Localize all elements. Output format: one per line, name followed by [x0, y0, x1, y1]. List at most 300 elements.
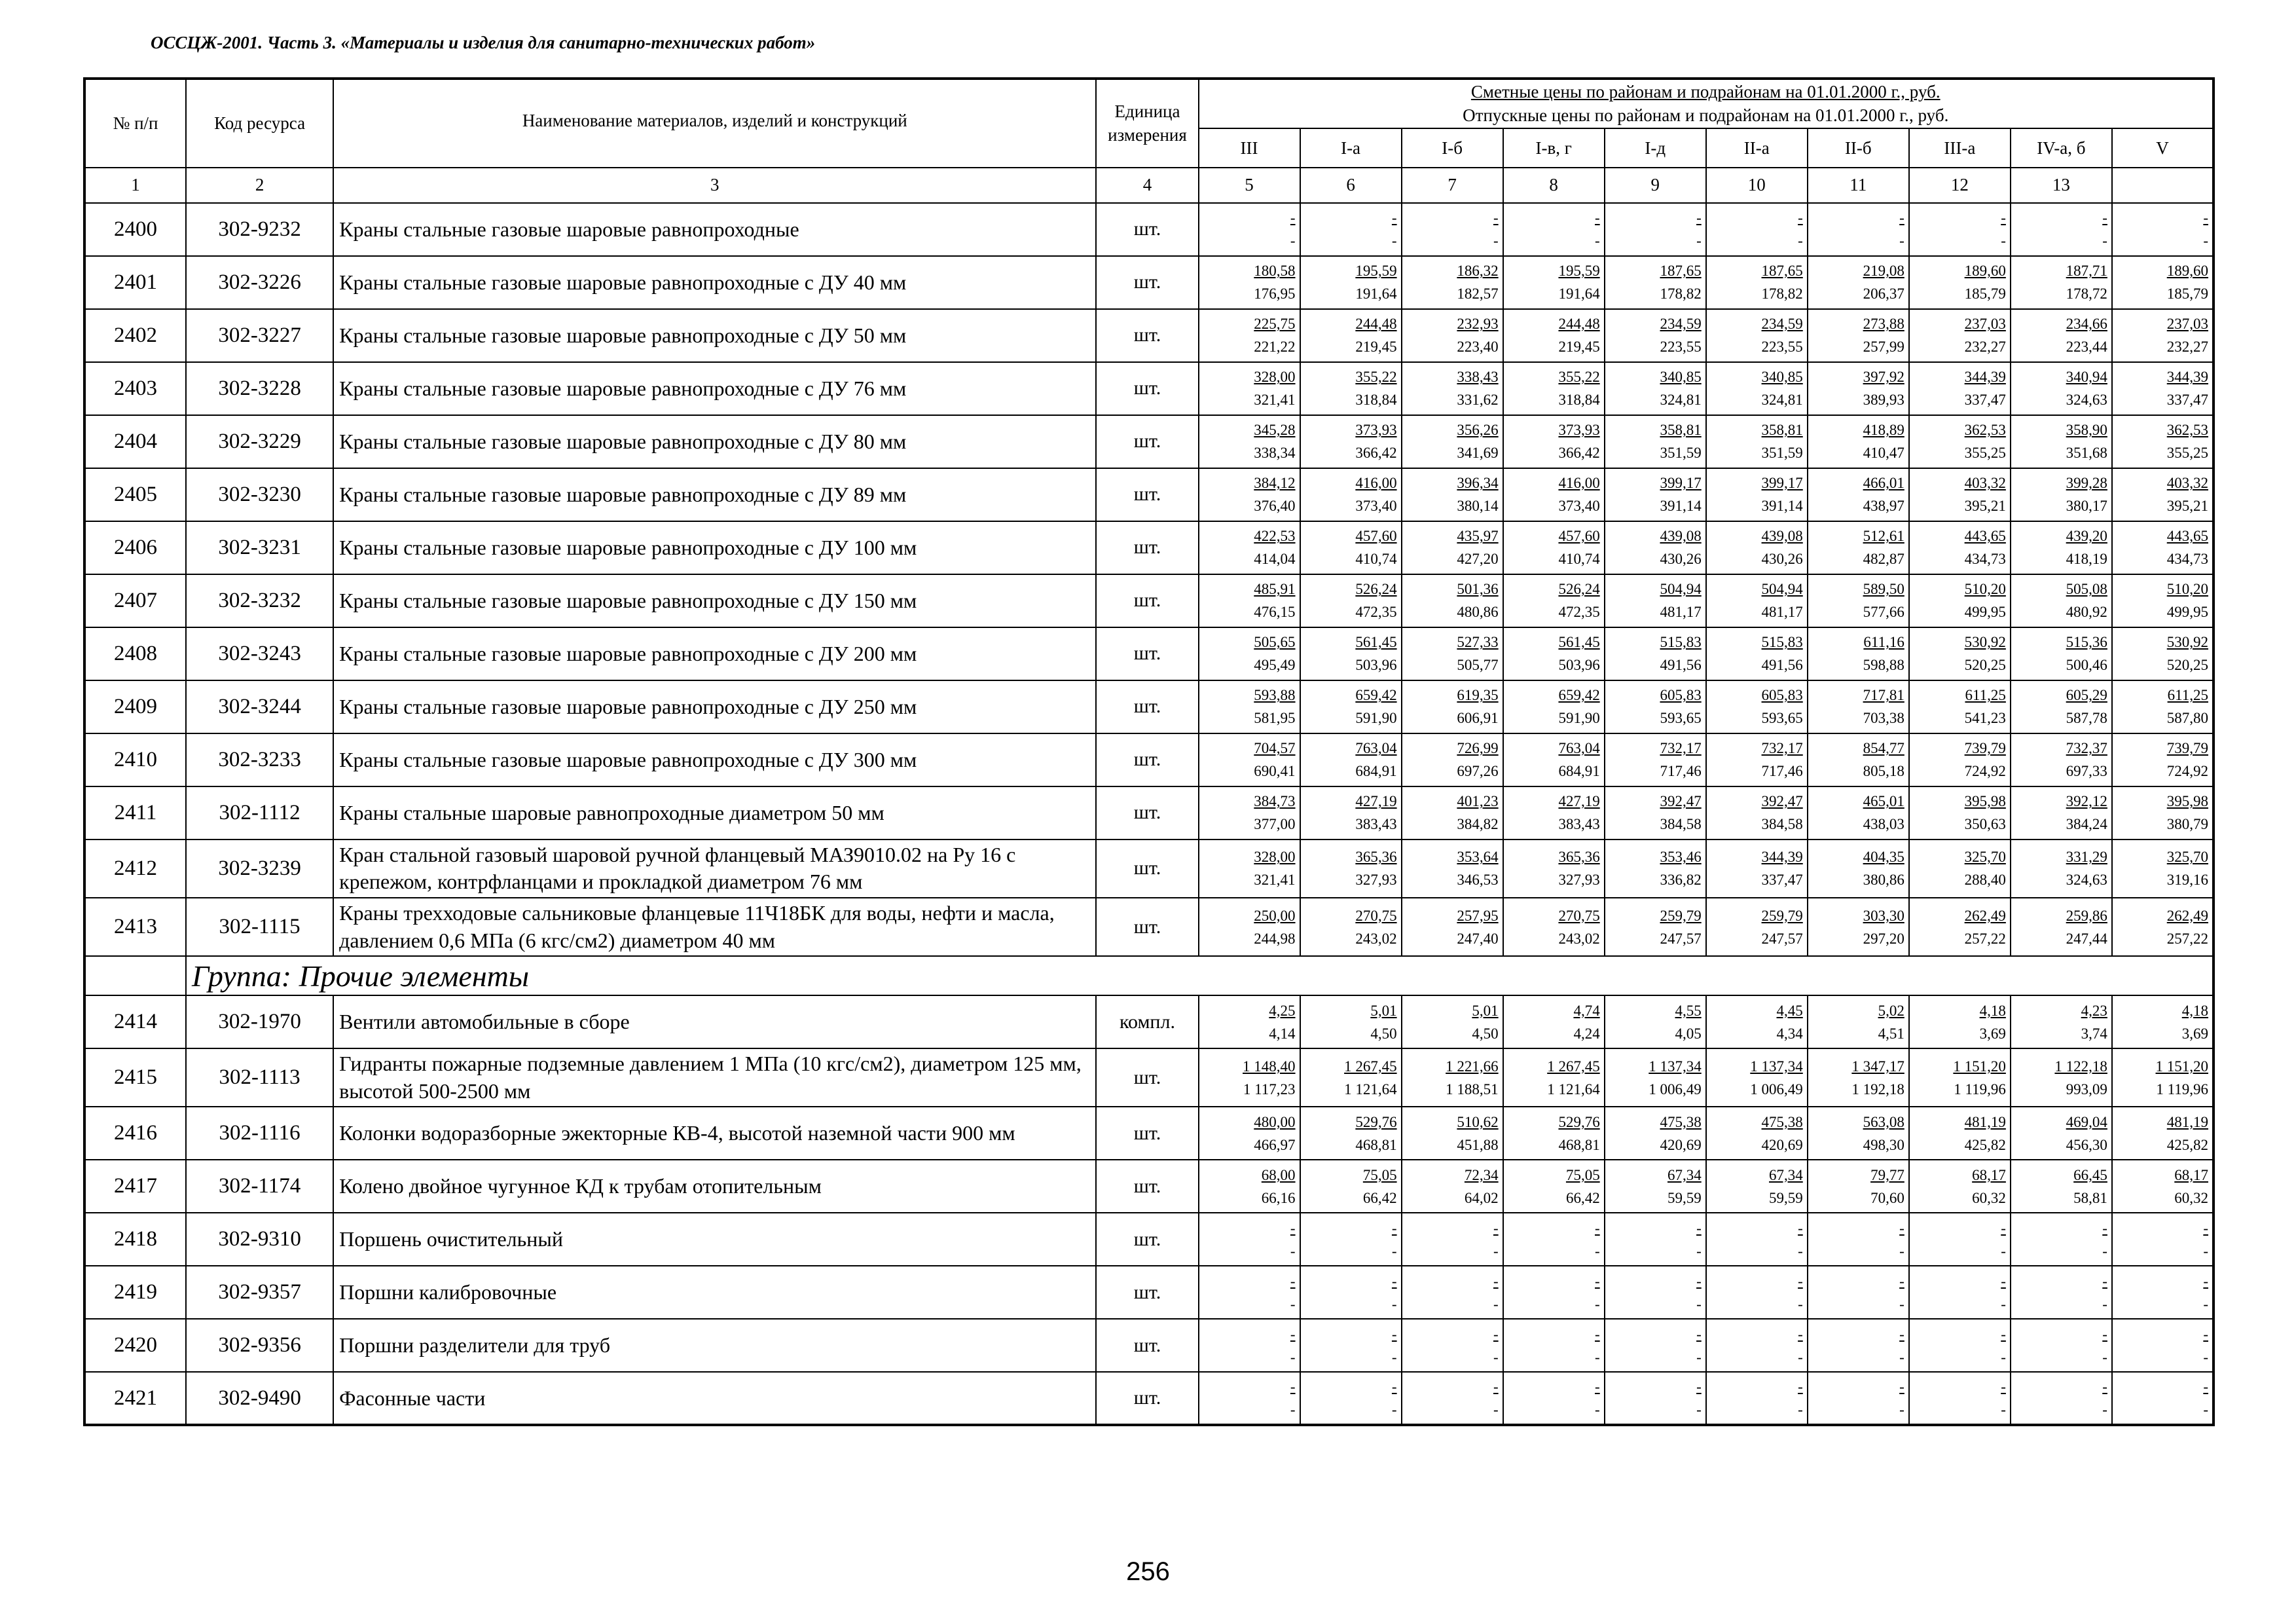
- price-cell: [1503, 1266, 1605, 1319]
- price-cell: [1909, 362, 2011, 415]
- release-price: 185,79: [1964, 286, 2006, 303]
- release-price: 221,22: [1254, 339, 1296, 356]
- column-index: 8: [1503, 168, 1605, 203]
- release-price: 697,26: [1457, 763, 1499, 780]
- price-cell: [1402, 995, 1503, 1048]
- table-row: [84, 1048, 2214, 1107]
- estimate-price: 5,02: [1878, 1002, 1904, 1019]
- price-cell: [1300, 256, 1402, 309]
- price-cell: [1909, 840, 2011, 898]
- price-cell: [1503, 1160, 1605, 1213]
- estimate-price: 262,49: [2166, 907, 2208, 924]
- release-price: 351,68: [2066, 445, 2107, 462]
- table-row: [84, 733, 2214, 786]
- price-cell: [2112, 1213, 2214, 1266]
- estimate-price: 187,65: [1660, 263, 1702, 280]
- price-cell: [2011, 840, 2112, 898]
- release-price: -: [2203, 1295, 2208, 1312]
- region-header: III-а: [1909, 128, 2011, 168]
- estimate-price: 237,03: [1964, 316, 2006, 333]
- estimate-price: 505,65: [1254, 634, 1296, 651]
- price-cell: [1706, 733, 1808, 786]
- table-row: [84, 1372, 2214, 1425]
- price-cell: [1503, 256, 1605, 309]
- estimate-price: 340,85: [1761, 369, 1803, 386]
- price-cell: [1503, 362, 1605, 415]
- release-price: 703,38: [1863, 710, 1904, 727]
- unit-of-measure: шт.: [1096, 840, 1198, 898]
- estimate-price: 250,00: [1254, 907, 1296, 924]
- release-price: 373,40: [1558, 498, 1600, 515]
- estimate-price: 355,22: [1355, 369, 1397, 386]
- release-price: 327,93: [1558, 872, 1600, 889]
- estimate-price: 427,19: [1355, 793, 1397, 810]
- price-cell: [1503, 1107, 1605, 1160]
- estimate-price: -: [1493, 1272, 1499, 1289]
- release-price: 395,21: [2166, 498, 2208, 515]
- estimate-price: 344,39: [1761, 849, 1803, 866]
- release-price: 1 119,96: [2156, 1080, 2208, 1098]
- release-price: 288,40: [1964, 872, 2006, 889]
- price-cell: [1808, 995, 1909, 1048]
- price-cell: [1909, 203, 2011, 256]
- estimate-price: 480,00: [1254, 1113, 1296, 1130]
- price-table: [83, 77, 2215, 1426]
- estimate-price: -: [1391, 1219, 1397, 1236]
- column-index: 1: [84, 168, 186, 203]
- estimate-price: -: [1290, 1219, 1296, 1236]
- column-index: 12: [1909, 168, 2011, 203]
- unit-of-measure: шт.: [1096, 627, 1198, 680]
- estimate-price: 659,42: [1558, 687, 1600, 704]
- price-cell: [2011, 468, 2112, 521]
- release-price: 182,57: [1457, 286, 1499, 303]
- estimate-price: 187,65: [1761, 263, 1803, 280]
- release-price: 324,63: [2066, 392, 2107, 409]
- estimate-price: 384,73: [1254, 793, 1296, 810]
- release-price: 247,57: [1761, 930, 1803, 947]
- price-cell: [2112, 1319, 2214, 1372]
- estimate-price: -: [1696, 210, 1702, 227]
- release-price: -: [1798, 1348, 1803, 1365]
- estimate-price: 439,20: [2066, 528, 2107, 545]
- price-cell: [1503, 1319, 1605, 1372]
- price-cell: [1706, 1266, 1808, 1319]
- estimate-price: 68,17: [2174, 1166, 2208, 1183]
- estimate-price: 195,59: [1355, 263, 1397, 280]
- price-cell: [1909, 898, 2011, 956]
- resource-code: 302-3228: [186, 362, 333, 415]
- price-cell: [1706, 362, 1808, 415]
- unit-of-measure: шт.: [1096, 786, 1198, 840]
- price-cell: [1300, 786, 1402, 840]
- estimate-price: 619,35: [1457, 687, 1499, 704]
- price-cell: [1706, 627, 1808, 680]
- estimate-price: -: [1493, 210, 1499, 227]
- unit-of-measure: шт.: [1096, 1319, 1198, 1372]
- estimate-price: 659,42: [1355, 687, 1397, 704]
- release-price: 1 121,64: [1344, 1080, 1397, 1098]
- release-price: 717,46: [1761, 763, 1803, 780]
- release-price: 219,45: [1558, 339, 1600, 356]
- unit-of-measure: шт.: [1096, 415, 1198, 468]
- estimate-price: 1 137,34: [1649, 1058, 1702, 1075]
- price-cell: [2011, 733, 2112, 786]
- estimate-price: 358,81: [1761, 422, 1803, 439]
- release-price: 697,33: [2066, 763, 2107, 780]
- estimate-price: 67,34: [1769, 1166, 1803, 1183]
- release-price: 185,79: [2166, 286, 2208, 303]
- estimate-price: 4,25: [1269, 1002, 1296, 1019]
- unit-of-measure: шт.: [1096, 468, 1198, 521]
- price-cell: [1605, 256, 1706, 309]
- estimate-price: 66,45: [2073, 1166, 2107, 1183]
- estimate-price: -: [2102, 1325, 2107, 1342]
- estimate-price: 189,60: [1964, 263, 2006, 280]
- release-price: 498,30: [1863, 1136, 1904, 1153]
- estimate-price: 481,19: [2166, 1113, 2208, 1130]
- price-cell: [1808, 1213, 1909, 1266]
- release-price: 1 006,49: [1750, 1080, 1803, 1098]
- item-name: Краны стальные газовые шаровые равнопроходные с ДУ 100 мм: [333, 521, 1096, 574]
- release-price: 430,26: [1660, 551, 1702, 568]
- table-row: [84, 840, 2214, 898]
- price-cell: [1300, 362, 1402, 415]
- release-price: 324,81: [1660, 392, 1702, 409]
- release-price: 505,77: [1457, 657, 1499, 674]
- price-cell: [1402, 627, 1503, 680]
- release-price: 223,55: [1761, 339, 1803, 356]
- resource-code: 302-9232: [186, 203, 333, 256]
- estimate-price: 392,12: [2066, 793, 2107, 810]
- estimate-price: 593,88: [1254, 687, 1296, 704]
- region-header: I-д: [1605, 128, 1706, 168]
- release-price: 4,05: [1675, 1025, 1702, 1042]
- price-cell: [1605, 1266, 1706, 1319]
- release-price: 337,47: [1964, 392, 2006, 409]
- release-price: 321,41: [1254, 392, 1296, 409]
- row-number: 2404: [84, 415, 186, 468]
- price-cell: [1402, 733, 1503, 786]
- column-index: 2: [186, 168, 333, 203]
- price-cell: [1503, 627, 1605, 680]
- price-cell: [2011, 1048, 2112, 1107]
- price-cell: [1706, 574, 1808, 627]
- estimate-price: 259,79: [1660, 907, 1702, 924]
- price-cell: [1909, 309, 2011, 362]
- table-row: [84, 256, 2214, 309]
- release-price: 384,82: [1457, 816, 1499, 833]
- price-cell: [1300, 574, 1402, 627]
- release-price: 499,95: [1964, 604, 2006, 621]
- release-price: -: [2102, 232, 2107, 249]
- price-cell: [2112, 1107, 2214, 1160]
- estimate-price: -: [1595, 1272, 1600, 1289]
- estimate-price: 510,62: [1457, 1113, 1499, 1130]
- price-cell: [2112, 680, 2214, 733]
- estimate-price: 259,79: [1761, 907, 1803, 924]
- item-name: Краны стальные шаровые равнопроходные диаметром 50 мм: [333, 786, 1096, 840]
- price-cell: [1300, 1213, 1402, 1266]
- unit-of-measure: шт.: [1096, 1372, 1198, 1425]
- estimate-price: 232,93: [1457, 316, 1499, 333]
- estimate-price: 262,49: [1964, 907, 2006, 924]
- price-cell: [1300, 1372, 1402, 1425]
- estimate-price: 67,34: [1667, 1166, 1702, 1183]
- estimate-price: 187,71: [2066, 263, 2107, 280]
- estimate-price: 605,83: [1761, 687, 1803, 704]
- estimate-price: -: [1391, 1325, 1397, 1342]
- release-price: 391,14: [1761, 498, 1803, 515]
- price-cell: [1300, 840, 1402, 898]
- row-number: 2402: [84, 309, 186, 362]
- estimate-price: -: [1493, 1378, 1499, 1395]
- unit-of-measure: шт.: [1096, 574, 1198, 627]
- group-title: Группа: Прочие элементы: [186, 956, 2214, 995]
- row-number: 2415: [84, 1048, 186, 1107]
- price-cell: [2112, 840, 2214, 898]
- price-cell: [1402, 680, 1503, 733]
- release-price: -: [1899, 232, 1904, 249]
- release-price: -: [1391, 1295, 1397, 1312]
- estimate-price: 225,75: [1254, 316, 1296, 333]
- price-cell: [1808, 627, 1909, 680]
- estimate-price: 505,08: [2066, 581, 2107, 598]
- estimate-price: -: [2001, 1272, 2006, 1289]
- estimate-price: 404,35: [1863, 849, 1904, 866]
- release-price: 59,59: [1769, 1189, 1803, 1206]
- unit-of-measure: шт.: [1096, 1213, 1198, 1266]
- release-price: -: [1595, 232, 1600, 249]
- estimate-price: -: [1696, 1378, 1702, 1395]
- estimate-price: -: [2102, 210, 2107, 227]
- release-price: -: [1696, 1348, 1702, 1365]
- item-name: Поршень очистительный: [333, 1213, 1096, 1266]
- estimate-price: 443,65: [2166, 528, 2208, 545]
- estimate-price: 485,91: [1254, 581, 1296, 598]
- price-cell: [1909, 468, 2011, 521]
- release-price: 58,81: [2073, 1189, 2107, 1206]
- release-price: 66,42: [1565, 1189, 1600, 1206]
- resource-code: 302-9356: [186, 1319, 333, 1372]
- release-price: 244,98: [1254, 930, 1296, 947]
- estimate-price: -: [1595, 1325, 1600, 1342]
- price-cell: [2112, 415, 2214, 468]
- price-cell: [2011, 1372, 2112, 1425]
- estimate-price: 732,17: [1660, 740, 1702, 757]
- estimate-price: 515,83: [1761, 634, 1803, 651]
- price-cell: [1300, 627, 1402, 680]
- release-price: -: [1391, 1348, 1397, 1365]
- estimate-price: 475,38: [1761, 1113, 1803, 1130]
- estimate-price: -: [2203, 1219, 2208, 1236]
- table-row: [84, 898, 2214, 956]
- region-header: I-в, г: [1503, 128, 1605, 168]
- release-price: 481,17: [1761, 604, 1803, 621]
- price-cell: [2112, 521, 2214, 574]
- release-price: 66,16: [1261, 1189, 1296, 1206]
- release-price: 191,64: [1558, 286, 1600, 303]
- resource-code: 302-1116: [186, 1107, 333, 1160]
- estimate-price: 237,03: [2166, 316, 2208, 333]
- region-header: I-а: [1300, 128, 1402, 168]
- release-price: -: [1696, 232, 1702, 249]
- estimate-price: -: [2001, 210, 2006, 227]
- price-cell: [1909, 415, 2011, 468]
- release-price: 232,27: [1964, 339, 2006, 356]
- price-cell: [1706, 1048, 1808, 1107]
- column-index: 3: [333, 168, 1096, 203]
- price-cell: [1706, 1160, 1808, 1213]
- release-price: -: [1290, 1401, 1296, 1418]
- release-price: 178,82: [1660, 286, 1702, 303]
- unit-of-measure: шт.: [1096, 733, 1198, 786]
- price-cell: [1402, 309, 1503, 362]
- estimate-price: 466,01: [1863, 475, 1904, 492]
- estimate-price: -: [2001, 1325, 2006, 1342]
- release-price: 468,81: [1355, 1136, 1397, 1153]
- estimate-price: 4,74: [1573, 1002, 1600, 1019]
- table-row: [84, 415, 2214, 468]
- price-cell: [1605, 1048, 1706, 1107]
- estimate-price: 1 148,40: [1243, 1058, 1296, 1075]
- price-cell: [1402, 1266, 1503, 1319]
- region-header: III: [1199, 128, 1300, 168]
- resource-code: 302-1112: [186, 786, 333, 840]
- estimate-price: 399,17: [1660, 475, 1702, 492]
- price-cell: [1300, 680, 1402, 733]
- price-cell: [1605, 521, 1706, 574]
- estimate-price: 475,38: [1660, 1113, 1702, 1130]
- price-cell: [1706, 898, 1808, 956]
- estimate-price: 416,00: [1558, 475, 1600, 492]
- region-header: I-б: [1402, 128, 1503, 168]
- resource-code: 302-1113: [186, 1048, 333, 1107]
- price-cell: [2112, 995, 2214, 1048]
- release-price: 376,40: [1254, 498, 1296, 515]
- item-name: Кран стальной газовый шаровой ручной фланцевый МАЗ9010.02 на Ру 16 с крепежом, контрфланцами и прокладкой диаметром 76 мм: [333, 840, 1096, 898]
- estimate-price: 457,60: [1558, 528, 1600, 545]
- resource-code: 302-3244: [186, 680, 333, 733]
- release-price: 1 117,23: [1243, 1080, 1296, 1098]
- release-price: 318,84: [1355, 392, 1397, 409]
- row-number: 2417: [84, 1160, 186, 1213]
- price-cell: [1605, 898, 1706, 956]
- release-price: 3,69: [1979, 1025, 2006, 1042]
- release-price: 351,59: [1660, 445, 1702, 462]
- release-price: -: [1595, 1242, 1600, 1259]
- price-cell: [1605, 786, 1706, 840]
- region-header: II-а: [1706, 128, 1808, 168]
- release-price: 410,74: [1355, 551, 1397, 568]
- release-price: 684,91: [1558, 763, 1600, 780]
- release-price: 438,03: [1863, 816, 1904, 833]
- release-price: 434,73: [2166, 551, 2208, 568]
- price-cell: [1503, 468, 1605, 521]
- price-cell: [1909, 256, 2011, 309]
- estimate-price: 257,95: [1457, 907, 1499, 924]
- price-cell: [1199, 1319, 1300, 1372]
- estimate-price: -: [1899, 1378, 1904, 1395]
- price-cell: [1808, 1319, 1909, 1372]
- price-cell: [1199, 1160, 1300, 1213]
- release-price: 232,27: [2166, 339, 2208, 356]
- estimate-price: 4,55: [1675, 1002, 1702, 1019]
- release-price: -: [1391, 232, 1397, 249]
- release-price: 503,96: [1558, 657, 1600, 674]
- release-price: 491,56: [1660, 657, 1702, 674]
- resource-code: 302-3233: [186, 733, 333, 786]
- estimate-price: 435,97: [1457, 528, 1499, 545]
- price-cell: [2011, 1213, 2112, 1266]
- release-price: -: [1798, 232, 1803, 249]
- estimate-price: -: [2203, 1325, 2208, 1342]
- price-cell: [1402, 840, 1503, 898]
- price-cell: [2011, 1266, 2112, 1319]
- item-name: Краны стальные газовые шаровые равнопроходные с ДУ 200 мм: [333, 627, 1096, 680]
- estimate-price: 1 151,20: [1953, 1058, 2006, 1075]
- estimate-price: 515,36: [2066, 634, 2107, 651]
- price-cell: [1605, 468, 1706, 521]
- estimate-price: 303,30: [1863, 907, 1904, 924]
- item-name: Вентили автомобильные в сборе: [333, 995, 1096, 1048]
- release-price: 1 119,96: [1954, 1080, 2006, 1098]
- estimate-price: -: [1798, 210, 1803, 227]
- release-price: 59,59: [1667, 1189, 1702, 1206]
- estimate-price: 79,77: [1870, 1166, 1904, 1183]
- release-price: 384,58: [1761, 816, 1803, 833]
- price-cell: [2112, 1266, 2214, 1319]
- price-cell: [1605, 415, 1706, 468]
- col-header-no: № п/п: [84, 79, 186, 168]
- row-number: 2412: [84, 840, 186, 898]
- unit-of-measure: шт.: [1096, 680, 1198, 733]
- estimate-price: -: [2001, 1378, 2006, 1395]
- price-cell: [1300, 733, 1402, 786]
- item-name: Гидранты пожарные подземные давлением 1 МПа (10 кгс/см2), диаметром 125 мм, высотой 500-2500 мм: [333, 1048, 1096, 1107]
- price-cell: [2112, 309, 2214, 362]
- resource-code: 302-3227: [186, 309, 333, 362]
- estimate-price: 732,37: [2066, 740, 2107, 757]
- release-price: -: [1696, 1295, 1702, 1312]
- release-price: -: [2203, 1242, 2208, 1259]
- estimate-price: 1 221,66: [1446, 1058, 1499, 1075]
- price-cell: [1199, 840, 1300, 898]
- release-price: 993,09: [2066, 1080, 2107, 1098]
- estimate-price: 416,00: [1355, 475, 1397, 492]
- release-price: 491,56: [1761, 657, 1803, 674]
- estimate-price: 1 347,17: [1851, 1058, 1904, 1075]
- release-price: -: [2001, 1348, 2006, 1365]
- release-price: 410,74: [1558, 551, 1600, 568]
- estimate-price: 396,34: [1457, 475, 1499, 492]
- price-cell: [1199, 995, 1300, 1048]
- price-cell: [1199, 362, 1300, 415]
- price-cell: [1706, 1319, 1808, 1372]
- price-cell: [1909, 574, 2011, 627]
- price-cell: [1605, 995, 1706, 1048]
- estimate-price: -: [1595, 1219, 1600, 1236]
- price-cell: [1605, 203, 1706, 256]
- estimate-price: -: [2203, 1378, 2208, 1395]
- price-cell: [1706, 786, 1808, 840]
- release-price: 318,84: [1558, 392, 1600, 409]
- resource-code: 302-3229: [186, 415, 333, 468]
- estimate-price: -: [2203, 1272, 2208, 1289]
- release-price: 60,32: [1972, 1189, 2006, 1206]
- estimate-price: 763,04: [1355, 740, 1397, 757]
- estimate-price: 530,92: [2166, 634, 2208, 651]
